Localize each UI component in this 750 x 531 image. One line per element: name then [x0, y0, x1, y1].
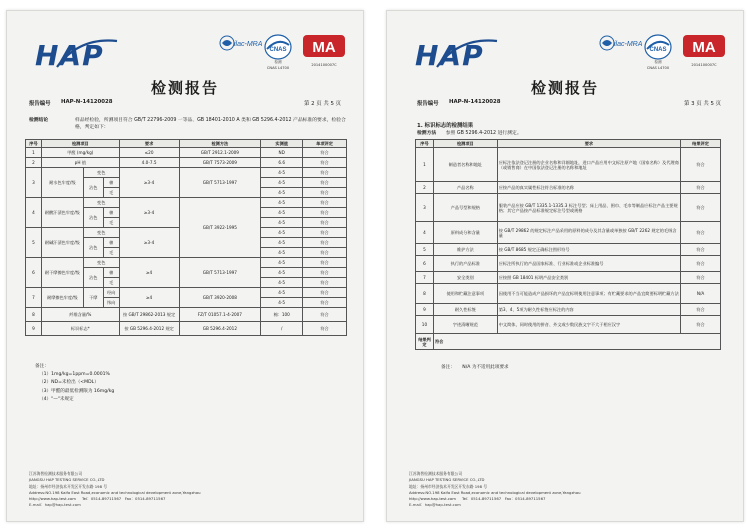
note-line: （1）1mg/kg=1ppm=0.0001%: [39, 372, 110, 378]
cell-value: 6.6: [261, 158, 303, 168]
cell-method: FZ/T 01057.1-4-2007: [179, 308, 261, 322]
footer-tel: Tel：0514-89711567: [461, 496, 502, 502]
cell-sub: 棉: [103, 238, 119, 248]
cell-eval: 符合: [681, 272, 721, 284]
cell-eval: 符合: [681, 304, 721, 316]
ilac-logo: [599, 33, 643, 63]
svg-text:MA: MA: [692, 39, 716, 56]
footer-company-en: JIANGSU HAP TESTING SERVICE CO.,LTD: [409, 477, 485, 483]
cell-eval: 符合: [303, 258, 347, 268]
cell-value: 4-5: [261, 188, 303, 198]
table-row: [26, 168, 347, 178]
cell-value: 4-5: [261, 178, 303, 188]
cell-item: 字迹清晰规范: [433, 316, 497, 334]
footer-mail: E-mail：hap@hap-test.com: [29, 502, 81, 508]
cell-eval: 符合: [303, 218, 347, 228]
cell-eval: 符合: [681, 194, 721, 222]
cell-no: 5: [26, 228, 42, 258]
cell-eval: 符合: [303, 238, 347, 248]
cell-eval: 符合: [303, 168, 347, 178]
cell-eval: 符合: [303, 178, 347, 188]
header-cell: 单项评定: [303, 140, 347, 148]
note-line: （2）ND=未检出（<MDL）: [39, 380, 99, 386]
svg-text:2014100007C: 2014100007C: [691, 63, 717, 67]
cell-req: 因使用不当可能造成产品损坏的产品宜标明使用注意事项；有贮藏要求的产品宜简要标明贮藏方法: [497, 284, 680, 304]
cell-method: GB/T 2912.1-2009: [179, 148, 261, 158]
table-row: [26, 308, 347, 322]
cell-no: 2: [26, 158, 42, 168]
cell-eval: 符合: [303, 288, 347, 298]
cell-eval: 符合: [303, 198, 347, 208]
conclusion-label: 结果判定: [416, 334, 434, 350]
report-page-right: [386, 10, 744, 522]
cell-value: 4-5: [261, 258, 303, 268]
cell-item: 纤维含量/%: [41, 308, 119, 322]
notes-block: [35, 363, 115, 404]
footer-web: http://www.hap-test.com: [29, 496, 76, 502]
cnas-logo: [641, 33, 675, 77]
cell-eval: 符合: [303, 298, 347, 308]
notes-label: 备注：: [35, 364, 49, 369]
page-footer: [29, 471, 351, 509]
table-row: [26, 258, 347, 268]
accreditation-marks: [219, 33, 349, 77]
header-cell: 实测值: [261, 140, 303, 148]
svg-text:检测: 检测: [654, 60, 662, 64]
cell-req: 应按产品的真实属性标注符合标准的名称: [497, 182, 680, 194]
cell-req: 按 GB/T 8685 规定正确标注图形符号: [497, 244, 680, 256]
report-meta: [29, 99, 345, 107]
cell-sub: 经向: [103, 288, 119, 298]
table-row: [26, 288, 347, 298]
cell-item: 产品号型和规格: [433, 194, 497, 222]
cell-no: 1: [26, 148, 42, 158]
cell-value: ND: [261, 148, 303, 158]
cell-no: 5: [416, 244, 434, 256]
cell-item: 安全类别: [433, 272, 497, 284]
cell-value: 4-5: [261, 168, 303, 178]
cell-no: 9: [26, 322, 42, 336]
cell-no: 9: [416, 304, 434, 316]
cell-eval: 符合: [681, 244, 721, 256]
cell-eval: 符合: [303, 268, 347, 278]
cell-no: 3: [26, 168, 42, 198]
cell-req: 按 GB 5296.4-2012 规定: [119, 322, 179, 336]
cell-no: 8: [416, 284, 434, 304]
method-text: 参照 GB 5296.4-2012 进行测定。: [445, 131, 522, 136]
table-row: [416, 272, 721, 284]
cell-method: GB/T 7573-2009: [179, 158, 261, 168]
cell-value: 4-5: [261, 228, 303, 238]
cell-item: 耐干摩擦色牢度/级: [41, 258, 83, 288]
table-header-row: [416, 140, 721, 148]
cell-sub: 变色: [83, 228, 119, 238]
cell-item: 产品名称: [433, 182, 497, 194]
cell-req: 应标注所执行的产品国家标准、行业标准或企业标准编号: [497, 256, 680, 272]
cell-sub: 变色: [83, 258, 119, 268]
header-cell: 检测方法: [179, 140, 261, 148]
cma-logo: [301, 33, 347, 77]
cell-no: 4: [416, 222, 434, 244]
cell-sub: 毛: [103, 248, 119, 258]
cell-item: 维护方法: [433, 244, 497, 256]
cell-eval: 符合: [303, 308, 347, 322]
svg-text:ilac-MRA: ilac-MRA: [614, 41, 643, 48]
note-line: （3）甲醛的最低检测限为 16mg/kg: [39, 388, 115, 394]
footer-company-en: JIANGSU HAP TESTING SERVICE CO.,LTD: [29, 477, 105, 483]
cell-eval: 符合: [303, 248, 347, 258]
cell-value: 4-5: [261, 298, 303, 308]
label-results-table: [415, 139, 721, 350]
cell-req: 第3、4、5项为耐久性标签应标注的内容: [497, 304, 680, 316]
svg-text:ilac-MRA: ilac-MRA: [234, 41, 263, 48]
notes-block: [441, 364, 509, 370]
header-cell: 检测项目: [433, 140, 497, 148]
cell-eval: 符合: [303, 278, 347, 288]
table-row: [416, 148, 721, 182]
footer-fax: Fax：0514-89711567: [504, 496, 546, 502]
cell-sub: 沾色: [83, 268, 103, 288]
header-cell: 结果评定: [681, 140, 721, 148]
cell-method: GB/T 5713-1997: [179, 258, 261, 288]
cell-value: 4-5: [261, 238, 303, 248]
cell-eval: 符合: [681, 256, 721, 272]
cell-req: 中文简体，同时使用的拼音、外文或少数民族文字不大于相应汉字: [497, 316, 680, 334]
svg-text:MA: MA: [312, 39, 336, 56]
footer-company-cn: 江苏海普检测技术服务有限公司: [409, 471, 463, 476]
cell-item: 耐久性标签: [433, 304, 497, 316]
conclusion-value: 符合: [433, 334, 720, 350]
report-title: 检测报告: [150, 79, 219, 97]
cell-item: 耐摩擦色牢度/级: [41, 288, 83, 308]
footer-tel: Tel：0514-89711567: [81, 496, 122, 502]
cell-sub: 毛: [103, 278, 119, 288]
cell-item: 耐碱汗渍色牢度/级: [41, 228, 83, 258]
conclusion-label: 检测结论: [29, 118, 49, 123]
cell-sub: 棉: [103, 268, 119, 278]
cell-item: 制造者名称和地址: [433, 148, 497, 182]
cell-value: 4-5: [261, 218, 303, 228]
cell-no: 10: [416, 316, 434, 334]
header-cell: 要求: [497, 140, 680, 148]
ilac-logo: [219, 33, 263, 63]
header-cell: 要求: [119, 140, 179, 148]
cell-eval: 符合: [681, 222, 721, 244]
cell-sub: 变色: [83, 168, 119, 178]
cell-no: 7: [26, 288, 42, 308]
method-label: 检测方法: [417, 131, 437, 136]
svg-text:CNAS: CNAS: [649, 47, 667, 53]
svg-text:检测: 检测: [274, 60, 282, 64]
table-row: [416, 194, 721, 222]
table-row: [26, 158, 347, 168]
svg-text:CNAS: CNAS: [269, 47, 287, 53]
footer-company-cn: 江苏海普检测技术服务有限公司: [29, 471, 83, 476]
table-row: [26, 322, 347, 336]
header-cell: 序号: [416, 140, 434, 148]
conclusion-row: [416, 334, 721, 350]
cell-eval: 符合: [303, 188, 347, 198]
header-cell: 序号: [26, 140, 42, 148]
table-row: [416, 256, 721, 272]
cell-value: 4-5: [261, 198, 303, 208]
cell-item: 甲醛 (mg/kg): [41, 148, 119, 158]
accreditation-marks: [599, 33, 729, 77]
report-no-label: 报告编号: [417, 101, 439, 107]
cell-req: ≥3-4: [119, 168, 179, 198]
footer-address-cn: 地址：扬州市经济技术开发区开发东路 198 号: [409, 483, 488, 489]
cell-item: 使用和贮藏注意事项: [433, 284, 497, 304]
cell-item: 标识标志*: [41, 322, 119, 336]
cell-req: ≥4: [119, 258, 179, 288]
svg-text:2014100007C: 2014100007C: [311, 63, 337, 67]
cell-req: ≤20: [119, 148, 179, 158]
cell-sub: 干摩: [83, 288, 103, 308]
cell-value: 4-5: [261, 268, 303, 278]
cell-sub: 毛: [103, 218, 119, 228]
cell-eval: 符合: [681, 182, 721, 194]
cell-eval: 符合: [681, 316, 721, 334]
cell-sub: 毛: [103, 188, 119, 198]
cell-eval: 符合: [303, 228, 347, 238]
cell-sub: 沾色: [83, 238, 103, 258]
cell-req: 4.0-7.5: [119, 158, 179, 168]
page-footer: [409, 471, 731, 509]
conclusion-text: 样品经检验，所测项目符合 GB/T 22796-2009 一等品、GB 18401-2010 A 类和 GB 5296.4-2012 产品标准的要求，检验合格，判定如下：: [75, 118, 346, 130]
report-no: HAP-N-14120028: [449, 99, 501, 105]
footer-address-en: Address:NO.198 Kaifa East Road,economic and technological development zone,Yangzhou: [29, 489, 201, 495]
cell-eval: 符合: [303, 322, 347, 336]
notes-label: 备注：: [441, 365, 455, 370]
table-row: [416, 182, 721, 194]
section-title: 1. 标识标志的检测结果: [417, 123, 474, 129]
cell-item: pH 值: [41, 158, 119, 168]
table-row: [416, 284, 721, 304]
cell-method: GB 5296.4-2012: [179, 322, 261, 336]
cell-method: GB/T 5713-1997: [179, 168, 261, 198]
cell-value: /: [261, 322, 303, 336]
cell-no: 2: [416, 182, 434, 194]
note-line: N/A 为不适用此项要求: [462, 365, 509, 370]
footer-address-en: Address:NO.198 Kaifa East Road,economic and technological development zone,Yangzhou: [409, 489, 581, 495]
cell-method: GB/T 3922-1995: [179, 198, 261, 258]
cell-req: ≥3-4: [119, 228, 179, 258]
cell-sub: 变色: [83, 198, 119, 208]
page-indicator: 第 3 页 共 5 页: [684, 101, 721, 107]
cell-item: 原料成分和含量: [433, 222, 497, 244]
cell-item: 执行的产品标准: [433, 256, 497, 272]
cell-value: 4-5: [261, 208, 303, 218]
table-header-row: [26, 140, 347, 148]
cell-req: 服装产品应按 GB/T 1335.1-1335.3 标注号型；床上用品、围巾、毛巾等制品应标注产品主要规格；其它产品按产品标准规定标注号型或规格: [497, 194, 680, 222]
cell-item: 耐水色牢度/级: [41, 168, 83, 198]
cell-sub: 沾色: [83, 208, 103, 228]
cell-req: 按 GB/T 29862 的规定标注产品采用的原料的成分及其含量或单独按 GB/T 2262 规定的毛绒含量: [497, 222, 680, 244]
cell-req: ≥3-4: [119, 198, 179, 228]
table-row: [26, 198, 347, 208]
svg-text:CNAS L4700: CNAS L4700: [266, 66, 290, 70]
footer-address-cn: 地址：扬州市经济技术开发区开发东路 198 号: [29, 483, 108, 489]
page-indicator: 第 2 页 共 5 页: [304, 101, 341, 107]
cell-sub: 纬向: [103, 298, 119, 308]
cell-req: 按 GB/T 29862-2013 规定: [119, 308, 179, 322]
table-row: [416, 304, 721, 316]
cell-value: 棉：100: [261, 308, 303, 322]
cell-no: 8: [26, 308, 42, 322]
footer-web: http://www.hap-test.com: [409, 496, 456, 502]
note-line: （4）"—"未规定: [39, 396, 74, 402]
cell-no: 6: [416, 256, 434, 272]
cell-req: 应标注依法登记注册的企业名称和详细地址，进口产品应用中文标注原产地（国家名称）及代理商（或销售商）在中国依法登记注册的名称和地址: [497, 148, 680, 182]
report-no-label: 报告编号: [29, 101, 51, 107]
cell-value: 4-5: [261, 248, 303, 258]
cell-eval: N/A: [681, 284, 721, 304]
report-no: HAP-N-14120028: [61, 99, 113, 105]
header-cell: 检测项目: [41, 140, 119, 148]
report-title: 检测报告: [530, 79, 599, 97]
cell-value: 4-5: [261, 278, 303, 288]
cell-eval: 符合: [303, 208, 347, 218]
cell-sub: 棉: [103, 208, 119, 218]
cell-no: 1: [416, 148, 434, 182]
method-line: [417, 129, 522, 136]
svg-text:CNAS L4700: CNAS L4700: [646, 66, 670, 70]
report-page-left: [6, 10, 364, 522]
footer-fax: Fax：0514-89711567: [124, 496, 166, 502]
table-row: [416, 316, 721, 334]
cell-eval: 符合: [303, 148, 347, 158]
hap-logo: HAP: [35, 33, 119, 71]
cell-sub: 棉: [103, 178, 119, 188]
table-row: [26, 148, 347, 158]
hap-logo: HAP: [415, 33, 499, 71]
table-row: [416, 244, 721, 256]
footer-mail: E-mail：hap@hap-test.com: [409, 502, 461, 508]
results-table: [25, 139, 347, 336]
table-row: [416, 222, 721, 244]
cell-sub: 沾色: [83, 178, 103, 198]
cell-req: 应按照 GB 18401 标明产品安全类别: [497, 272, 680, 284]
cell-method: GB/T 3920-2008: [179, 288, 261, 308]
cell-value: 4-5: [261, 288, 303, 298]
cma-logo: [681, 33, 727, 77]
cell-eval: 符合: [303, 158, 347, 168]
report-meta: [417, 99, 725, 107]
cell-no: 6: [26, 258, 42, 288]
cell-no: 4: [26, 198, 42, 228]
cell-no: 7: [416, 272, 434, 284]
cnas-logo: [261, 33, 295, 77]
cell-item: 耐酸汗渍色牢度/级: [41, 198, 83, 228]
cell-req: ≥4: [119, 288, 179, 308]
cell-eval: 符合: [681, 148, 721, 182]
cell-no: 3: [416, 194, 434, 222]
